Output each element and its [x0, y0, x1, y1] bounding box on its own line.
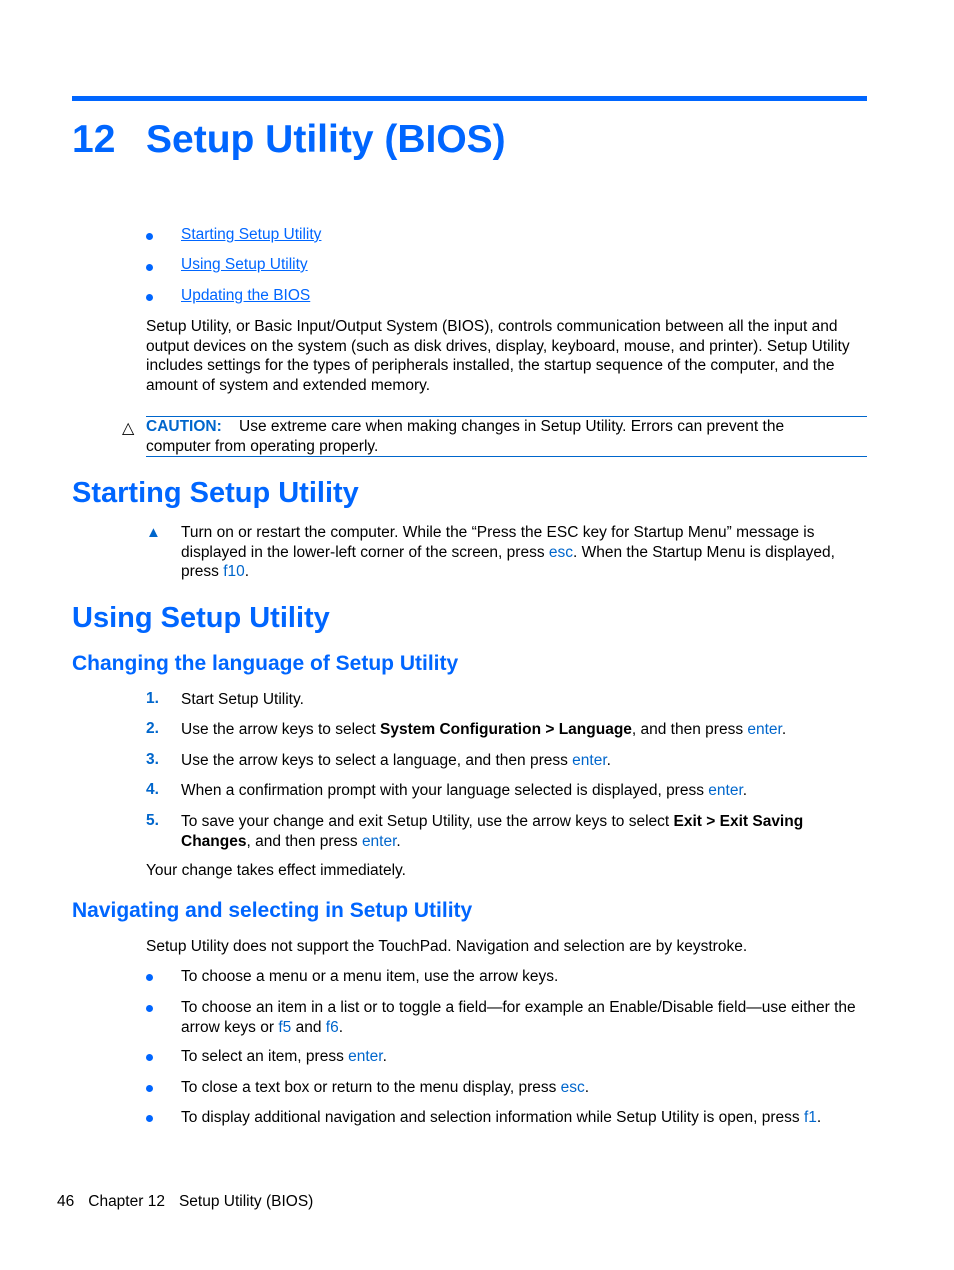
item-text-a: To choose a menu or a menu item, use the arrow keys.: [181, 968, 559, 985]
key-enter: enter: [747, 721, 782, 738]
step-text: [181, 690, 871, 710]
step-number: 5.: [146, 812, 159, 829]
step-text: [181, 812, 841, 851]
page-number: 46: [57, 1193, 75, 1210]
footer-title: Setup Utility (BIOS): [178, 1193, 314, 1210]
item-text-c: .: [338, 1018, 344, 1036]
toc-bullet: [146, 264, 153, 271]
list-bullet: [146, 974, 153, 981]
key-enter: enter: [348, 1048, 383, 1065]
toc-bullet: [146, 294, 153, 301]
key-esc: esc: [548, 543, 574, 561]
step-text-c: .: [781, 721, 787, 738]
heading-starting: Starting Setup Utility: [72, 477, 359, 509]
triangle-bullet-icon: ▲: [146, 524, 161, 541]
list-item: [181, 1108, 871, 1128]
key-enter: enter: [361, 832, 397, 850]
key-f6: f6: [325, 1018, 339, 1036]
step-number: 3.: [146, 751, 159, 768]
list-item: [181, 998, 871, 1037]
step-menu-path: Exit > Exit Saving Changes: [181, 813, 804, 850]
key-enter: enter: [708, 782, 743, 799]
starting-text-c: .: [244, 563, 250, 580]
starting-step: [181, 523, 871, 582]
list-bullet: [146, 1054, 153, 1061]
heading-changing-language: Changing the language of Setup Utility: [72, 652, 459, 675]
key-esc: esc: [560, 1079, 585, 1096]
footer-chapter: Chapter 12: [88, 1193, 165, 1210]
list-bullet: [146, 1005, 153, 1012]
step-text: [181, 751, 871, 771]
toc-link-starting[interactable]: Starting Setup Utility: [181, 226, 322, 243]
toc-bullet: [146, 233, 153, 240]
item-text-a: To choose an item in a list or to toggle a field—for example an Enable/Disable field—use either the arrow keys or: [181, 999, 856, 1036]
starting-text-a: Turn on or restart the computer. While the “Press the ESC key for Startup Menu” message is displayed in the lower-left corner of the screen, press: [181, 524, 815, 561]
list-bullet: [146, 1115, 153, 1122]
toc-link-updating[interactable]: Updating the BIOS: [181, 287, 311, 304]
toc-link-using[interactable]: Using Setup Utility: [181, 256, 308, 273]
item-text-a: To select an item, press: [181, 1048, 349, 1065]
step-text-b: , and then press: [246, 832, 362, 850]
step-menu-path: System Configuration > Language: [380, 721, 632, 738]
step-text-a: Start Setup Utility.: [181, 691, 304, 708]
caution-note: [146, 417, 846, 456]
item-text-b: and: [291, 1018, 326, 1036]
item-text-c: .: [584, 1079, 590, 1096]
item-text-c: .: [816, 1109, 822, 1126]
chapter-title: [72, 118, 506, 162]
caution-icon: △: [122, 420, 135, 437]
item-text-a: To display additional navigation and selection information while Setup Utility is open, press: [181, 1109, 804, 1126]
key-f1: f1: [803, 1109, 817, 1126]
caution-label: CAUTION:: [146, 418, 222, 435]
chapter-number: 12: [72, 118, 116, 161]
list-item: [181, 967, 871, 987]
step-number: 1.: [146, 690, 159, 707]
step-text-c: .: [606, 752, 611, 769]
heading-using: Using Setup Utility: [72, 602, 330, 634]
step-text-a: To save your change and exit Setup Utility, use the arrow keys to select: [181, 813, 674, 830]
list-bullet: [146, 1085, 153, 1092]
step-text: [181, 720, 871, 740]
caution-text: Use extreme care when making changes in Setup Utility. Errors can prevent the computer from operating properly.: [146, 418, 785, 455]
step-text-b: , and then press: [631, 721, 748, 738]
step-text-a: Use the arrow keys to select a language, and then press: [181, 752, 573, 769]
navigating-intro: Setup Utility does not support the TouchPad. Navigation and selection are by keystroke.: [146, 938, 748, 955]
key-f10: f10: [223, 563, 245, 580]
page-footer: [57, 1193, 327, 1211]
starting-text-b: . When the Startup Menu is displayed, press: [181, 543, 835, 580]
heading-navigating: Navigating and selecting in Setup Utility: [72, 899, 473, 922]
step-number: 2.: [146, 720, 159, 737]
step-text-c: .: [396, 832, 401, 850]
step-text-c: .: [742, 782, 748, 799]
intro-paragraph: Setup Utility, or Basic Input/Output System (BIOS), controls communication between all the input and output devices on the system (such as disk drives, display, keyboard, mouse, and printer). Setup Utility includes settings for the types of peripherals installed, the startup sequence of the computer, and the amount of system and extended memory.: [146, 318, 850, 394]
key-f5: f5: [278, 1018, 292, 1036]
result-text: Your change takes effect immediately.: [146, 862, 406, 879]
chapter-title-text: Setup Utility (BIOS): [146, 118, 506, 161]
item-text-c: .: [382, 1048, 387, 1065]
step-number: 4.: [146, 781, 159, 798]
chapter-rule: [72, 96, 867, 101]
step-text-a: Use the arrow keys to select: [181, 721, 380, 738]
list-item: [181, 1078, 871, 1098]
step-text-a: When a confirmation prompt with your language selected is displayed, press: [181, 782, 709, 799]
step-text: [181, 781, 871, 801]
list-item: [181, 1047, 871, 1067]
key-enter: enter: [572, 752, 607, 769]
item-text-a: To close a text box or return to the menu display, press: [181, 1079, 561, 1096]
